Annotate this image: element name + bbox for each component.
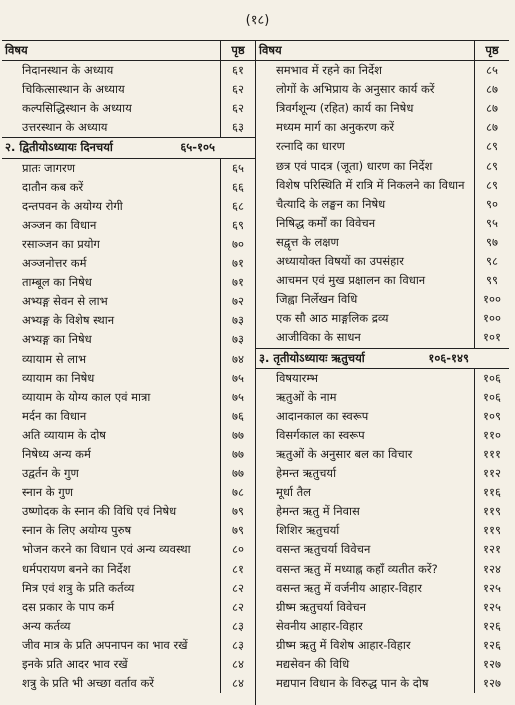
chapter-title: ३. तृतीयोऽध्यायः ऋतुचर्या xyxy=(259,350,365,365)
entry-page-number: ६१ xyxy=(220,61,255,80)
entry-title: विसर्गकाल का स्वरूप xyxy=(276,427,365,442)
entry-page-number: ८० xyxy=(220,540,255,559)
entry-title: अभ्यङ्ग सेवन से लाभ xyxy=(22,294,108,309)
entry-page-number: १२६ xyxy=(474,636,509,655)
toc-entry xyxy=(256,636,509,655)
toc-entry xyxy=(256,598,509,617)
toc-entry xyxy=(2,502,255,521)
toc-entry xyxy=(2,99,255,118)
toc-entry xyxy=(2,617,255,636)
entry-title: चिकित्सास्थान के अध्याय xyxy=(22,82,125,97)
entry-page-number: ९७ xyxy=(474,233,509,252)
entry-page-number xyxy=(475,349,509,368)
toc-entry xyxy=(256,521,509,540)
entry-title: वसन्त ऋतुचर्या विवेचन xyxy=(276,542,371,557)
entry-page-number: ६२ xyxy=(220,99,255,118)
entry-title: उद्वर्तन के गुण xyxy=(22,466,79,481)
entry-title: ताम्बूल का निषेध xyxy=(22,275,92,290)
toc-entry xyxy=(2,579,255,598)
entry-title: व्यायाम से लाभ xyxy=(22,351,87,366)
entry-page-number: १२७ xyxy=(474,655,509,674)
entry-page-number: ६६ xyxy=(220,178,255,197)
entry-title: स्नान के लिए अयोग्य पुरुष xyxy=(22,523,132,538)
toc-entry xyxy=(2,350,255,369)
entry-title: समभाव में रहने का निर्देश xyxy=(276,63,382,78)
entry-page-number: १२६ xyxy=(474,617,509,636)
toc-entry xyxy=(2,636,255,655)
entry-page-number: ६९ xyxy=(220,216,255,235)
entry-title: दस प्रकार के पाप कर्म xyxy=(22,599,115,614)
entry-page-number: १११ xyxy=(474,445,509,464)
toc-entry xyxy=(2,598,255,617)
entry-page-number: ८४ xyxy=(220,674,255,693)
entry-title: अञ्जन का विधान xyxy=(22,217,97,232)
toc-entry xyxy=(256,176,509,195)
toc-entry xyxy=(2,235,255,254)
entry-page-number: ८७ xyxy=(474,99,509,118)
toc-entry xyxy=(256,560,509,579)
toc-entry xyxy=(256,579,509,598)
entry-page-number: ७५ xyxy=(220,369,255,388)
entry-page-number: ७७ xyxy=(220,445,255,464)
entry-title: व्यायाम का निषेध xyxy=(22,370,95,385)
entry-page-number: ९५ xyxy=(474,214,509,233)
toc-entry xyxy=(256,290,509,309)
toc-entry xyxy=(2,674,255,693)
entry-title: शत्रु के प्रति भी अच्छा वर्ताव करें xyxy=(22,676,154,691)
toc-left-column xyxy=(2,41,256,705)
toc-entry xyxy=(2,445,255,464)
entry-page-number: ७९ xyxy=(220,521,255,540)
toc-chapter-row xyxy=(256,348,509,369)
entry-page-number: ७६ xyxy=(220,407,255,426)
header-subject: विषय xyxy=(5,43,28,57)
entry-title: विषयारम्भ xyxy=(276,370,318,385)
entry-page-number: ८२ xyxy=(220,579,255,598)
entry-title: ग्रीष्म ऋतुचर्या विवेचन xyxy=(276,599,367,614)
entry-title: निषिद्ध कर्मों का विवेचन xyxy=(276,215,376,230)
entry-title: मद्यसेवन की विधि xyxy=(276,657,350,671)
entry-title: निदानस्थान के अध्याय xyxy=(22,63,114,78)
toc-entry xyxy=(256,674,509,693)
toc-entry xyxy=(256,464,509,483)
toc-entry xyxy=(2,655,255,674)
header-page: पृष्ठ xyxy=(474,41,509,60)
header-page: पृष्ठ xyxy=(220,41,255,60)
entry-page-number: १०६ xyxy=(474,388,509,407)
entry-page-number: ७० xyxy=(220,235,255,254)
entry-title: उत्तरस्थान के अध्याय xyxy=(22,120,108,135)
header-subject: विषय xyxy=(259,43,282,57)
toc-entry xyxy=(256,195,509,214)
entry-page-number: १२१ xyxy=(474,540,509,559)
entry-title: छत्र एवं पादत्र (जूता) धारण का निर्देश xyxy=(276,158,433,173)
entry-page-number: ८९ xyxy=(474,176,509,195)
entry-title: एक सौ आठ माङ्गलिक द्रव्य xyxy=(276,311,389,326)
entry-page-number: ७१ xyxy=(220,273,255,292)
toc-entry xyxy=(256,426,509,445)
entry-title: हेमन्त ऋतु में निवास xyxy=(276,504,360,519)
entry-page-number: १०० xyxy=(474,290,509,309)
toc-entry xyxy=(2,464,255,483)
entry-page-number: ७५ xyxy=(220,388,255,407)
toc-entry xyxy=(256,407,509,426)
entry-title: हेमन्त ऋतुचर्या xyxy=(276,466,337,481)
entry-title: मद्यपान विधान के विरुद्ध पान के दोष xyxy=(276,676,429,691)
entry-page-number: ७२ xyxy=(220,292,255,311)
toc-entry xyxy=(256,655,509,674)
entry-page-number: ८१ xyxy=(220,560,255,579)
entry-page-number: १२४ xyxy=(474,560,509,579)
entry-title: वसन्त ऋतु में मध्याह्न कहाँ व्यतीत करें? xyxy=(276,561,438,576)
page-number: (१८) xyxy=(245,13,270,28)
entry-title: जीव मात्र के प्रति अपनापन का भाव रखें xyxy=(22,637,188,652)
entry-title: अभ्यङ्ग का निषेध xyxy=(22,332,92,347)
chapter-heading xyxy=(2,138,221,157)
toc-entry xyxy=(256,137,509,156)
entry-page-number: ७३ xyxy=(220,311,255,330)
toc-entry xyxy=(2,118,255,137)
entry-title: इनके प्रति आदर भाव रखें xyxy=(22,657,128,671)
entry-page-number: १२५ xyxy=(474,598,509,617)
entry-title: अन्य कर्तव्य xyxy=(22,618,71,633)
entry-title: कल्पसिद्धिस्थान के अध्याय xyxy=(22,101,132,116)
entry-title: शिशिर ऋतुचर्या xyxy=(276,523,340,538)
entry-page-number: ११९ xyxy=(474,502,509,521)
entry-title: धर्मपरायण बनने का निर्देश xyxy=(22,561,131,576)
entry-page-number: ११६ xyxy=(474,483,509,502)
entry-page-number: ७३ xyxy=(220,330,255,349)
entry-title: आदानकाल का स्वरूप xyxy=(276,408,369,423)
toc-entry xyxy=(2,311,255,330)
entry-title: जिह्वा निर्लेखन विधि xyxy=(276,292,358,307)
entry-title: निषेध्य अन्य कर्म xyxy=(22,446,91,461)
chapter-page-range: ६५-१०५ xyxy=(180,140,215,155)
toc-entry xyxy=(256,369,509,388)
entry-title: उष्णोदक के स्नान की विधि एवं निषेध xyxy=(22,504,177,519)
entry-title: लोगों के अभिप्राय के अनुसार कार्य करें xyxy=(276,82,435,97)
toc-entry xyxy=(2,254,255,273)
toc-entry xyxy=(256,157,509,176)
toc-entry xyxy=(256,328,509,347)
entry-page-number: ७७ xyxy=(220,426,255,445)
entry-title: मध्यम मार्ग का अनुकरण करें xyxy=(276,120,395,135)
entry-title: प्रातः जागरण xyxy=(22,160,76,175)
entry-title: रत्नादि का धारण xyxy=(276,139,345,154)
toc-entry xyxy=(2,388,255,407)
entry-page-number: ७९ xyxy=(220,502,255,521)
entry-page-number: ८४ xyxy=(220,655,255,674)
entry-title: अति व्यायाम के दोष xyxy=(22,427,106,442)
entry-page-number: ९८ xyxy=(474,252,509,271)
toc-entry xyxy=(2,61,255,80)
entry-page-number: ९९ xyxy=(474,271,509,290)
entry-page-number: ८३ xyxy=(220,617,255,636)
toc-entry xyxy=(256,252,509,271)
entry-title: स्नान के गुण xyxy=(22,485,74,500)
entry-title: अञ्जनोत्तर कर्म xyxy=(22,256,87,271)
entry-page-number: ८५ xyxy=(474,61,509,80)
toc-entry xyxy=(256,617,509,636)
entry-title: अभ्यङ्ग के विशेष स्थान xyxy=(22,313,115,328)
entry-title: वसन्त ऋतु में वर्जनीय आहार-विहार xyxy=(276,580,422,595)
entry-page-number: ६५ xyxy=(220,159,255,178)
entry-title: रसाञ्जन का प्रयोग xyxy=(22,236,100,251)
toc-entry xyxy=(256,118,509,137)
toc-entry xyxy=(2,197,255,216)
entry-page-number: ६२ xyxy=(220,80,255,99)
chapter-heading xyxy=(256,349,475,368)
toc-entry xyxy=(256,309,509,328)
entry-title: मर्दन का विधान xyxy=(22,408,87,423)
entry-page-number: ७४ xyxy=(220,350,255,369)
entry-page-number: ११२ xyxy=(474,464,509,483)
entry-page-number: ९० xyxy=(474,195,509,214)
entry-page-number: १०० xyxy=(474,309,509,328)
chapter-page-range: १०६-१४९ xyxy=(428,350,469,365)
entry-title: भोजन करने का विधान एवं अन्य व्यवस्था xyxy=(22,542,191,557)
entry-page-number xyxy=(221,138,255,157)
entry-page-number: ८९ xyxy=(474,157,509,176)
toc-entry xyxy=(2,159,255,178)
entry-page-number: १२७ xyxy=(474,674,509,693)
toc-entry xyxy=(2,178,255,197)
entry-title: मित्र एवं शत्रु के प्रति कर्तव्य xyxy=(22,580,135,595)
toc-entry xyxy=(2,273,255,292)
entry-page-number: ८९ xyxy=(474,137,509,156)
toc-entry xyxy=(2,521,255,540)
toc-entry xyxy=(256,445,509,464)
toc-entry xyxy=(2,407,255,426)
toc-entry xyxy=(2,80,255,99)
entry-title: सद्वृत्त के लक्षण xyxy=(276,234,339,249)
toc-entry xyxy=(2,216,255,235)
toc-entry xyxy=(256,61,509,80)
chapter-title: २. द्वितीयोऽध्यायः दिनचर्या xyxy=(5,140,113,155)
entry-page-number: ७१ xyxy=(220,254,255,273)
entry-page-number: ६३ xyxy=(220,118,255,137)
toc-entry xyxy=(2,330,255,349)
entry-title: चैत्यादि के लङ्घन का निषेध xyxy=(276,196,386,211)
entry-title: ग्रीष्म ऋतु में विशेष आहार-विहार xyxy=(276,637,411,652)
entry-title: ऋतुओं के नाम xyxy=(276,389,337,404)
entry-title: दन्तपवन के अयोग्य रोगी xyxy=(22,198,123,213)
toc-header xyxy=(2,41,255,61)
toc-right-column xyxy=(256,41,509,705)
toc-entry xyxy=(2,369,255,388)
toc-entry xyxy=(256,80,509,99)
entry-page-number: १२५ xyxy=(474,579,509,598)
toc-entry xyxy=(2,540,255,559)
toc-entry xyxy=(256,483,509,502)
toc-entry xyxy=(256,233,509,252)
entry-page-number: ७७ xyxy=(220,464,255,483)
toc-entry xyxy=(2,483,255,502)
entry-page-number: ८२ xyxy=(220,598,255,617)
entry-title: आजीविका के साधन xyxy=(276,330,361,345)
toc-header xyxy=(256,41,509,61)
toc-entry xyxy=(256,99,509,118)
toc-entry xyxy=(2,560,255,579)
entry-title: अध्यायोक्त विषयों का उपसंहार xyxy=(276,254,404,269)
entry-page-number: १०१ xyxy=(474,328,509,347)
toc-entry xyxy=(256,271,509,290)
entry-title: विशेष परिस्थिति में रात्रि में निकलने का विधान xyxy=(276,177,465,192)
entry-title: ऋतुओं के अनुसार बल का विचार xyxy=(276,446,413,461)
toc-chapter-row xyxy=(2,137,255,158)
toc-entry xyxy=(256,540,509,559)
entry-page-number: १०९ xyxy=(474,407,509,426)
entry-title: दातौन कब करें xyxy=(22,179,84,194)
entry-title: आचमन एवं मुख प्रक्षालन का विधान xyxy=(276,273,426,288)
entry-title: व्यायाम के योग्य काल एवं मात्रा xyxy=(22,389,151,404)
toc-entry xyxy=(2,426,255,445)
entry-page-number: ८७ xyxy=(474,80,509,99)
toc-entry xyxy=(2,292,255,311)
entry-title: मूर्धा तैल xyxy=(276,485,311,500)
entry-title: त्रिवर्गशून्य (रहित) कार्य का निषेध xyxy=(276,101,414,116)
entry-page-number: ८७ xyxy=(474,118,509,137)
entry-page-number: ११० xyxy=(474,426,509,445)
toc-entry xyxy=(256,214,509,233)
toc-entry xyxy=(256,502,509,521)
entry-page-number: ७८ xyxy=(220,483,255,502)
entry-page-number: १०६ xyxy=(474,369,509,388)
toc-entry xyxy=(256,388,509,407)
entry-page-number: ११९ xyxy=(474,521,509,540)
entry-page-number: ६८ xyxy=(220,197,255,216)
table-of-contents xyxy=(2,40,509,705)
entry-title: सेवनीय आहार-विहार xyxy=(276,618,363,633)
entry-page-number: ८३ xyxy=(220,636,255,655)
